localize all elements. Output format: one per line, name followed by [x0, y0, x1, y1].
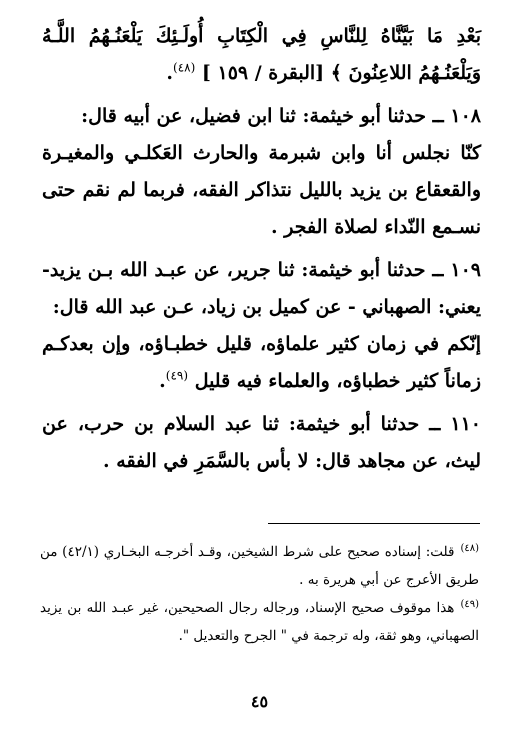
footnote-48 [40, 538, 479, 594]
footnote-49 [40, 594, 479, 650]
footnotes [40, 538, 479, 650]
paragraph-text: بَعْدِ مَا بَيَّنَّاهُ لِلنَّاسِ فِي الْكِتَابِ أُولَـئِكَ يَلْعَنُـهُمُ اللَّـهُ وَيَلْعَنُـهُمُ اللاعِنُونَ ﴾ [البقرة / ١٥٩ ] [42, 25, 481, 84]
footnote-number: (٤٩) [460, 598, 479, 610]
footnote-number: (٤٨) [460, 542, 479, 554]
footnote-reference: (٤٩) [165, 368, 189, 383]
paragraph-quran-verse: بَعْدِ مَا بَيَّنَّاهُ لِلنَّاسِ فِي الْكِتَابِ أُولَـئِكَ يَلْعَنُـهُمُ اللَّـهُ وَيَلْعَنُـهُمُ اللاعِنُونَ ﴾ [البقرة / ١٥٩ ] $^{(٤٨)}$. [42, 25, 481, 84]
footnote-text: هذا موقوف صحيح الإسناد، ورجاله رجال الصحيحين، غير عبـد الله بن يزيد الصهباني، وهو ثقة، وله ترجمة في " الجرح والتعديل ". [40, 600, 479, 644]
footnote-text: قلت: إسناده صحيح على شرط الشيخين، وقـد أخرجـه البخـاري (٤٢/١) من طريق الأعرج عن أبي هريرة به . [40, 544, 479, 588]
paragraph-quote-108 [42, 135, 481, 246]
paragraph-text: ١١٠ ــ حدثنا أبو خيثمة: ثنا عبد السلام بن حرب، عن ليث، عن مجاهد قال: لا بأس بالسَّمَرِ في الفقه . [42, 413, 481, 472]
paragraph-narration-108 [42, 98, 481, 135]
footnote-separator [268, 523, 480, 524]
paragraph-quote-109: إنّكم في زمان كثير علماؤه، قليل خطبـاؤه، وإن بعدكـم زماناً كثير خطباؤه، والعلماء فيه قليل $^{(٤٩)}$. [42, 333, 481, 392]
paragraph-text: ١٠٩ ــ حدثنا أبو خيثمة: ثنا جرير، عن عبـد الله بـن يزيد- يعني: الصهباني - عن كميل بن زياد، عـن عبد الله قال: [42, 259, 481, 318]
paragraph-text: كنّا نجلس أنا وابن شبرمة والحارث العَكلـي والمغيـرة والقعقاع بن يزيد بالليل نتذاكر الفقه، فربما لم نقم حتى نسـمع النّداء لصلاة الفجر . [42, 142, 481, 238]
paragraph-narration-109 [42, 252, 481, 326]
paragraph-narration-110 [42, 406, 481, 480]
page-number: ٤٥ [250, 692, 269, 711]
main-text [42, 18, 481, 486]
footnote-reference: (٤٨) [173, 60, 196, 75]
paragraph-text: ١٠٨ ــ حدثنا أبو خيثمة: ثنا ابن فضيل، عن أبيه قال: [81, 105, 481, 127]
paragraph-text: إنّكم في زمان كثير علماؤه، قليل خطبـاؤه، وإن بعدكـم زماناً كثير خطباؤه، والعلماء فيه قليل [42, 333, 481, 392]
